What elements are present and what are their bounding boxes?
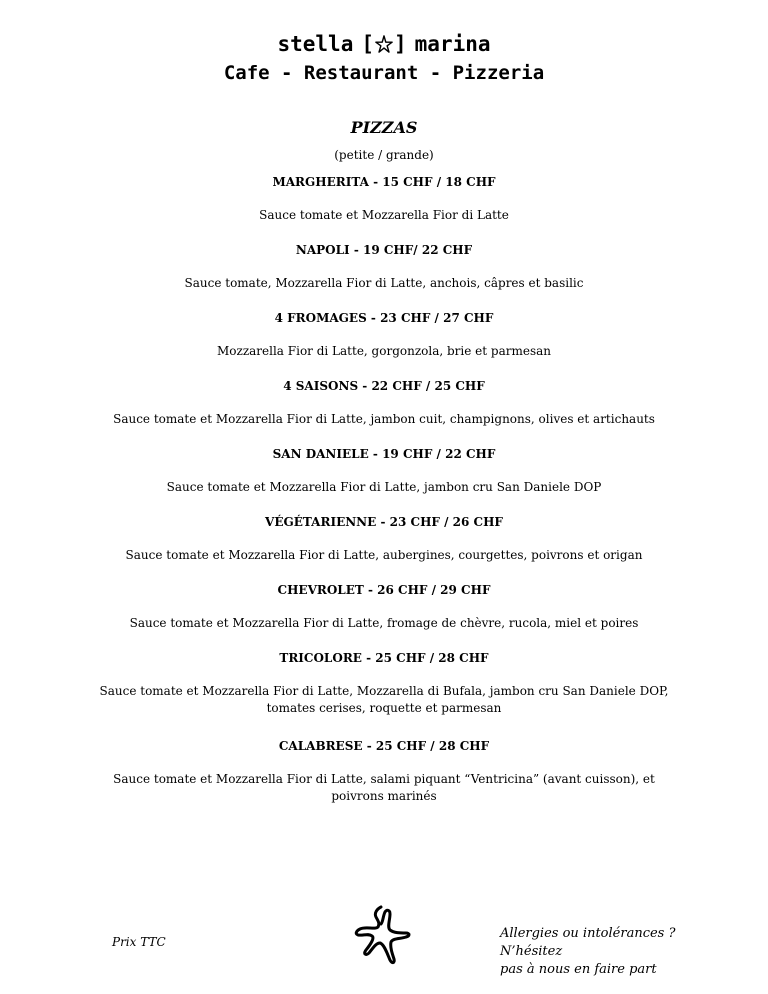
restaurant-header xyxy=(0,30,768,86)
allergy-note-line: Allergies ou intolérances ? N’hésitez xyxy=(500,926,676,959)
star-icon xyxy=(375,34,393,54)
menu-item-title: SAN DANIELE - 19 CHF / 22 CHF xyxy=(272,447,496,461)
bracketed-star-logo: [ ] xyxy=(361,32,407,56)
brand-name-right: marina xyxy=(414,32,491,56)
menu-item-title: NAPOLI - 19 CHF/ 22 CHF xyxy=(295,243,473,257)
brand-name-left: stella xyxy=(277,32,354,56)
menu-item-description: Sauce tomate et Mozzarella Fior di Latte xyxy=(259,208,509,222)
menu-item xyxy=(0,514,768,582)
menu-item-description: Sauce tomate et Mozzarella Fior di Latte, fromage de chèvre, rucola, miel et poires xyxy=(129,616,639,630)
menu-item-description xyxy=(0,683,768,717)
menu-item xyxy=(0,650,768,738)
menu-item-title: 4 FROMAGES - 23 CHF / 27 CHF xyxy=(274,311,494,325)
tagline: Cafe - Restaurant - Pizzeria xyxy=(223,62,545,84)
menu-item-title: CHEVROLET - 26 CHF / 29 CHF xyxy=(277,583,491,597)
menu-item-description-line: tomates cerises, roquette et parmesan xyxy=(266,701,502,715)
menu-item-title: MARGHERITA - 15 CHF / 18 CHF xyxy=(272,175,496,189)
menu-item-description-line: poivrons marinés xyxy=(331,789,437,803)
menu-item-title: TRICOLORE - 25 CHF / 28 CHF xyxy=(279,651,489,665)
menu-item-description: Sauce tomate et Mozzarella Fior di Latte, jambon cuit, champignons, olives et artichauts xyxy=(113,412,655,426)
size-note: (petite / grande) xyxy=(334,148,434,162)
menu-item-title: VÉGÉTARIENNE - 23 CHF / 26 CHF xyxy=(265,515,503,529)
menu-item-description: Sauce tomate et Mozzarella Fior di Latte, jambon cru San Daniele DOP xyxy=(166,480,602,494)
brand-name xyxy=(0,30,768,58)
menu-item-description: Sauce tomate, Mozzarella Fior di Latte, anchois, câpres et basilic xyxy=(184,276,584,290)
menu-item xyxy=(0,738,768,826)
section-title: PIZZAS xyxy=(350,118,418,137)
menu-item xyxy=(0,582,768,650)
prices-note: Prix TTC xyxy=(112,935,166,949)
menu-item-title: CALABRESE - 25 CHF / 28 CHF xyxy=(278,739,490,753)
menu-item xyxy=(0,242,768,310)
menu-item-title: 4 SAISONS - 22 CHF / 25 CHF xyxy=(283,379,485,393)
menu-item xyxy=(0,310,768,378)
menu-item-description: Mozzarella Fior di Latte, gorgonzola, brie et parmesan xyxy=(216,344,551,358)
menu-item xyxy=(0,446,768,514)
pizza-menu xyxy=(0,174,768,826)
allergy-note-line: pas à nous en faire part xyxy=(500,962,657,977)
menu-item-description: Sauce tomate et Mozzarella Fior di Latte, aubergines, courgettes, poivrons et origan xyxy=(125,548,643,562)
menu-item-description-line: Sauce tomate et Mozzarella Fior di Latte, salami piquant “Ventricina” (avant cuisson), et xyxy=(113,772,655,786)
menu-item xyxy=(0,174,768,242)
menu-item-description-line: Sauce tomate et Mozzarella Fior di Latte, Mozzarella di Bufala, jambon cru San Daniele DOP, xyxy=(99,684,669,698)
starfish-icon xyxy=(350,903,416,969)
menu-item xyxy=(0,378,768,446)
allergy-note xyxy=(500,925,740,979)
menu-item-description xyxy=(0,771,768,805)
